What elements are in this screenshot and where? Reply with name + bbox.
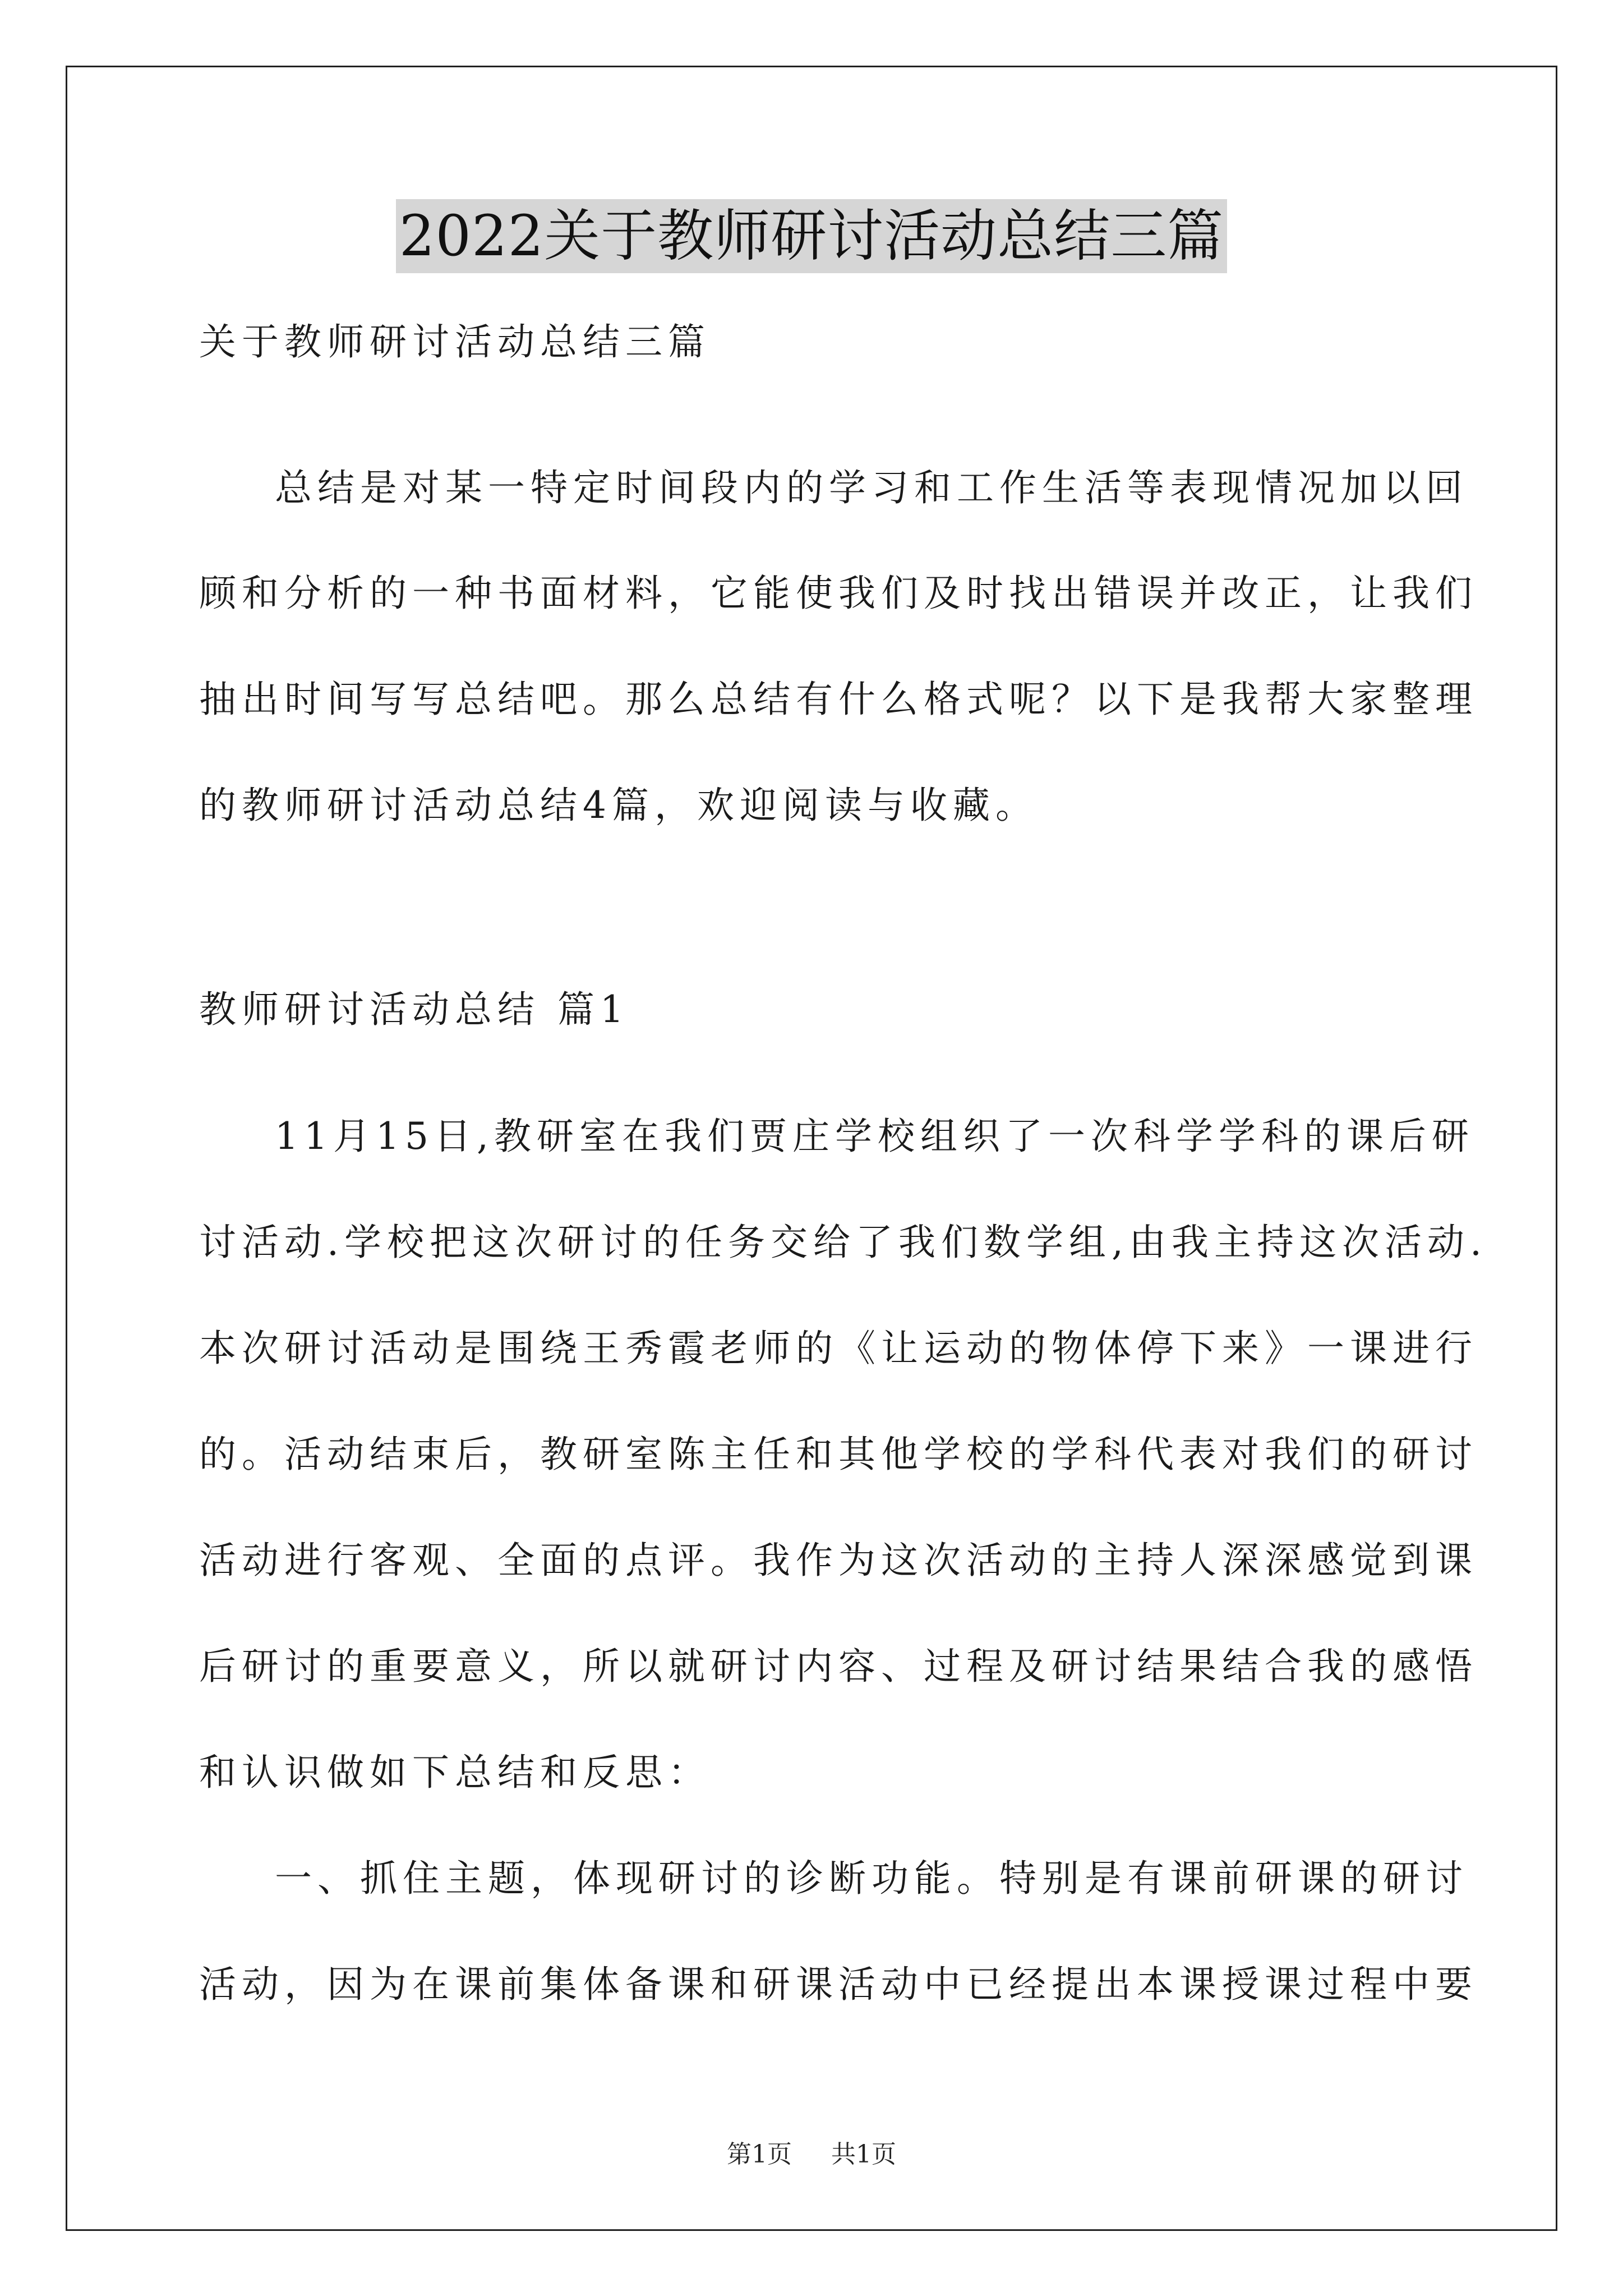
- paragraph-line: 讨活动.学校把这次研讨的任务交给了我们数学组,由我主持这次活动.: [199, 1221, 1487, 1264]
- page-number-total: 共1页: [831, 2140, 896, 2169]
- page-number-current: 第1页: [727, 2140, 792, 2169]
- intro-line: 顾和分析的一种书面材料，它能使我们及时找出错误并改正，让我们: [199, 572, 1478, 615]
- intro-line: 的教师研讨活动总结4篇，欢迎阅读与收藏。: [199, 784, 1038, 827]
- paragraph-line: 本次研讨活动是围绕王秀霞老师的《让运动的物体停下来》一课进行: [199, 1327, 1478, 1370]
- paragraph-line: 和认识做如下总结和反思：: [199, 1751, 711, 1794]
- paragraph-line: 后研讨的重要意义，所以就研讨内容、过程及研讨结果结合我的感悟: [199, 1645, 1478, 1688]
- page-footer: [0, 2139, 1623, 2170]
- document-title: 2022关于教师研讨活动总结三篇: [396, 199, 1228, 273]
- paragraph-line: 的。活动结束后，教研室陈主任和其他学校的学科代表对我们的研讨: [199, 1433, 1478, 1476]
- paragraph-line: 11月15日,教研室在我们贾庄学校组织了一次科学学科的课后研: [275, 1115, 1474, 1158]
- intro-line: 总结是对某一特定时间段内的学习和工作生活等表现情况加以回: [275, 466, 1468, 509]
- document-subtitle: 关于教师研讨活动总结三篇: [199, 320, 711, 364]
- section-heading: 教师研讨活动总结 篇1: [199, 988, 629, 1031]
- intro-line: 抽出时间写写总结吧。那么总结有什么格式呢？以下是我帮大家整理: [199, 678, 1478, 721]
- paragraph-line: 活动，因为在课前集体备课和研课活动中已经提出本课授课过程中要: [199, 1963, 1478, 2006]
- title-container: [0, 199, 1623, 273]
- paragraph-line: 活动进行客观、全面的点评。我作为这次活动的主持人深深感觉到课: [199, 1539, 1478, 1582]
- paragraph-line: 一、抓住主题，体现研讨的诊断功能。特别是有课前研课的研讨: [275, 1857, 1468, 1900]
